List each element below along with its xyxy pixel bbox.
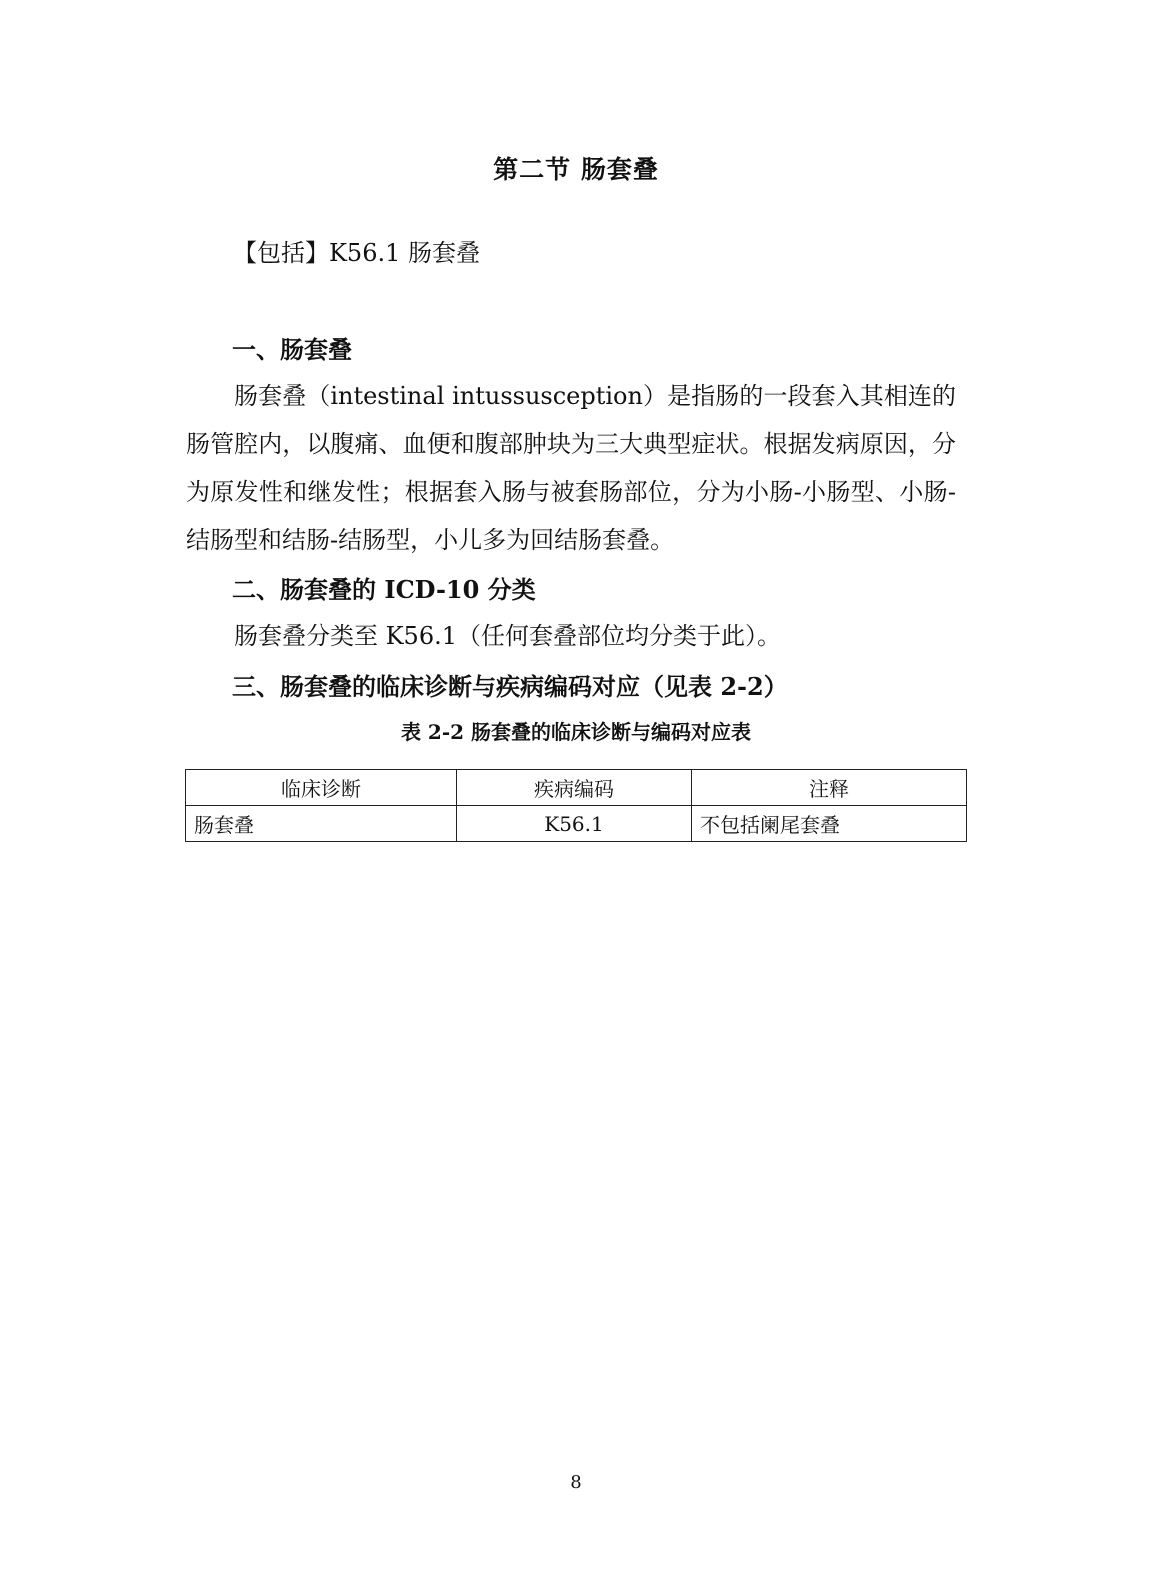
table-header-row: [186, 770, 967, 806]
table-cell-diagnosis: 肠套叠: [186, 806, 457, 842]
table-cell-note: 不包括阑尾套叠: [692, 806, 967, 842]
table-cell-code: K56.1: [457, 806, 692, 842]
include-line: 【包括】K56.1 肠套叠: [233, 239, 480, 267]
heading-icd-classification: 二、肠套叠的 ICD-10 分类: [232, 575, 536, 604]
paragraph-definition: 肠套叠（intestinal intussusception）是指肠的一段套入其相连的肠管腔内，以腹痛、血便和腹部肿块为三大典型症状。根据发病原因，分为原发性和继发性；根据套入肠与被套肠部位，分为小肠-小肠型、小肠-结肠型和结肠-结肠型，小儿多为回结肠套叠。: [186, 382, 956, 554]
table-header-code: 疾病编码: [457, 770, 692, 806]
page-number: 8: [570, 1472, 582, 1493]
table-header-note: 注释: [692, 770, 967, 806]
heading-diagnosis-coding: 三、肠套叠的临床诊断与疾病编码对应（见表 2-2）: [232, 672, 788, 701]
heading-definition: 一、肠套叠: [232, 335, 352, 364]
table-row: [186, 806, 967, 842]
paragraph-classification: 肠套叠分类至 K56.1（任何套叠部位均分类于此）。: [234, 622, 781, 650]
table-header-diagnosis: 临床诊断: [186, 770, 457, 806]
section-title: 第二节 肠套叠: [493, 155, 659, 184]
table-caption: 表 2-2 肠套叠的临床诊断与编码对应表: [400, 720, 752, 744]
diagnosis-code-table: [185, 769, 967, 842]
